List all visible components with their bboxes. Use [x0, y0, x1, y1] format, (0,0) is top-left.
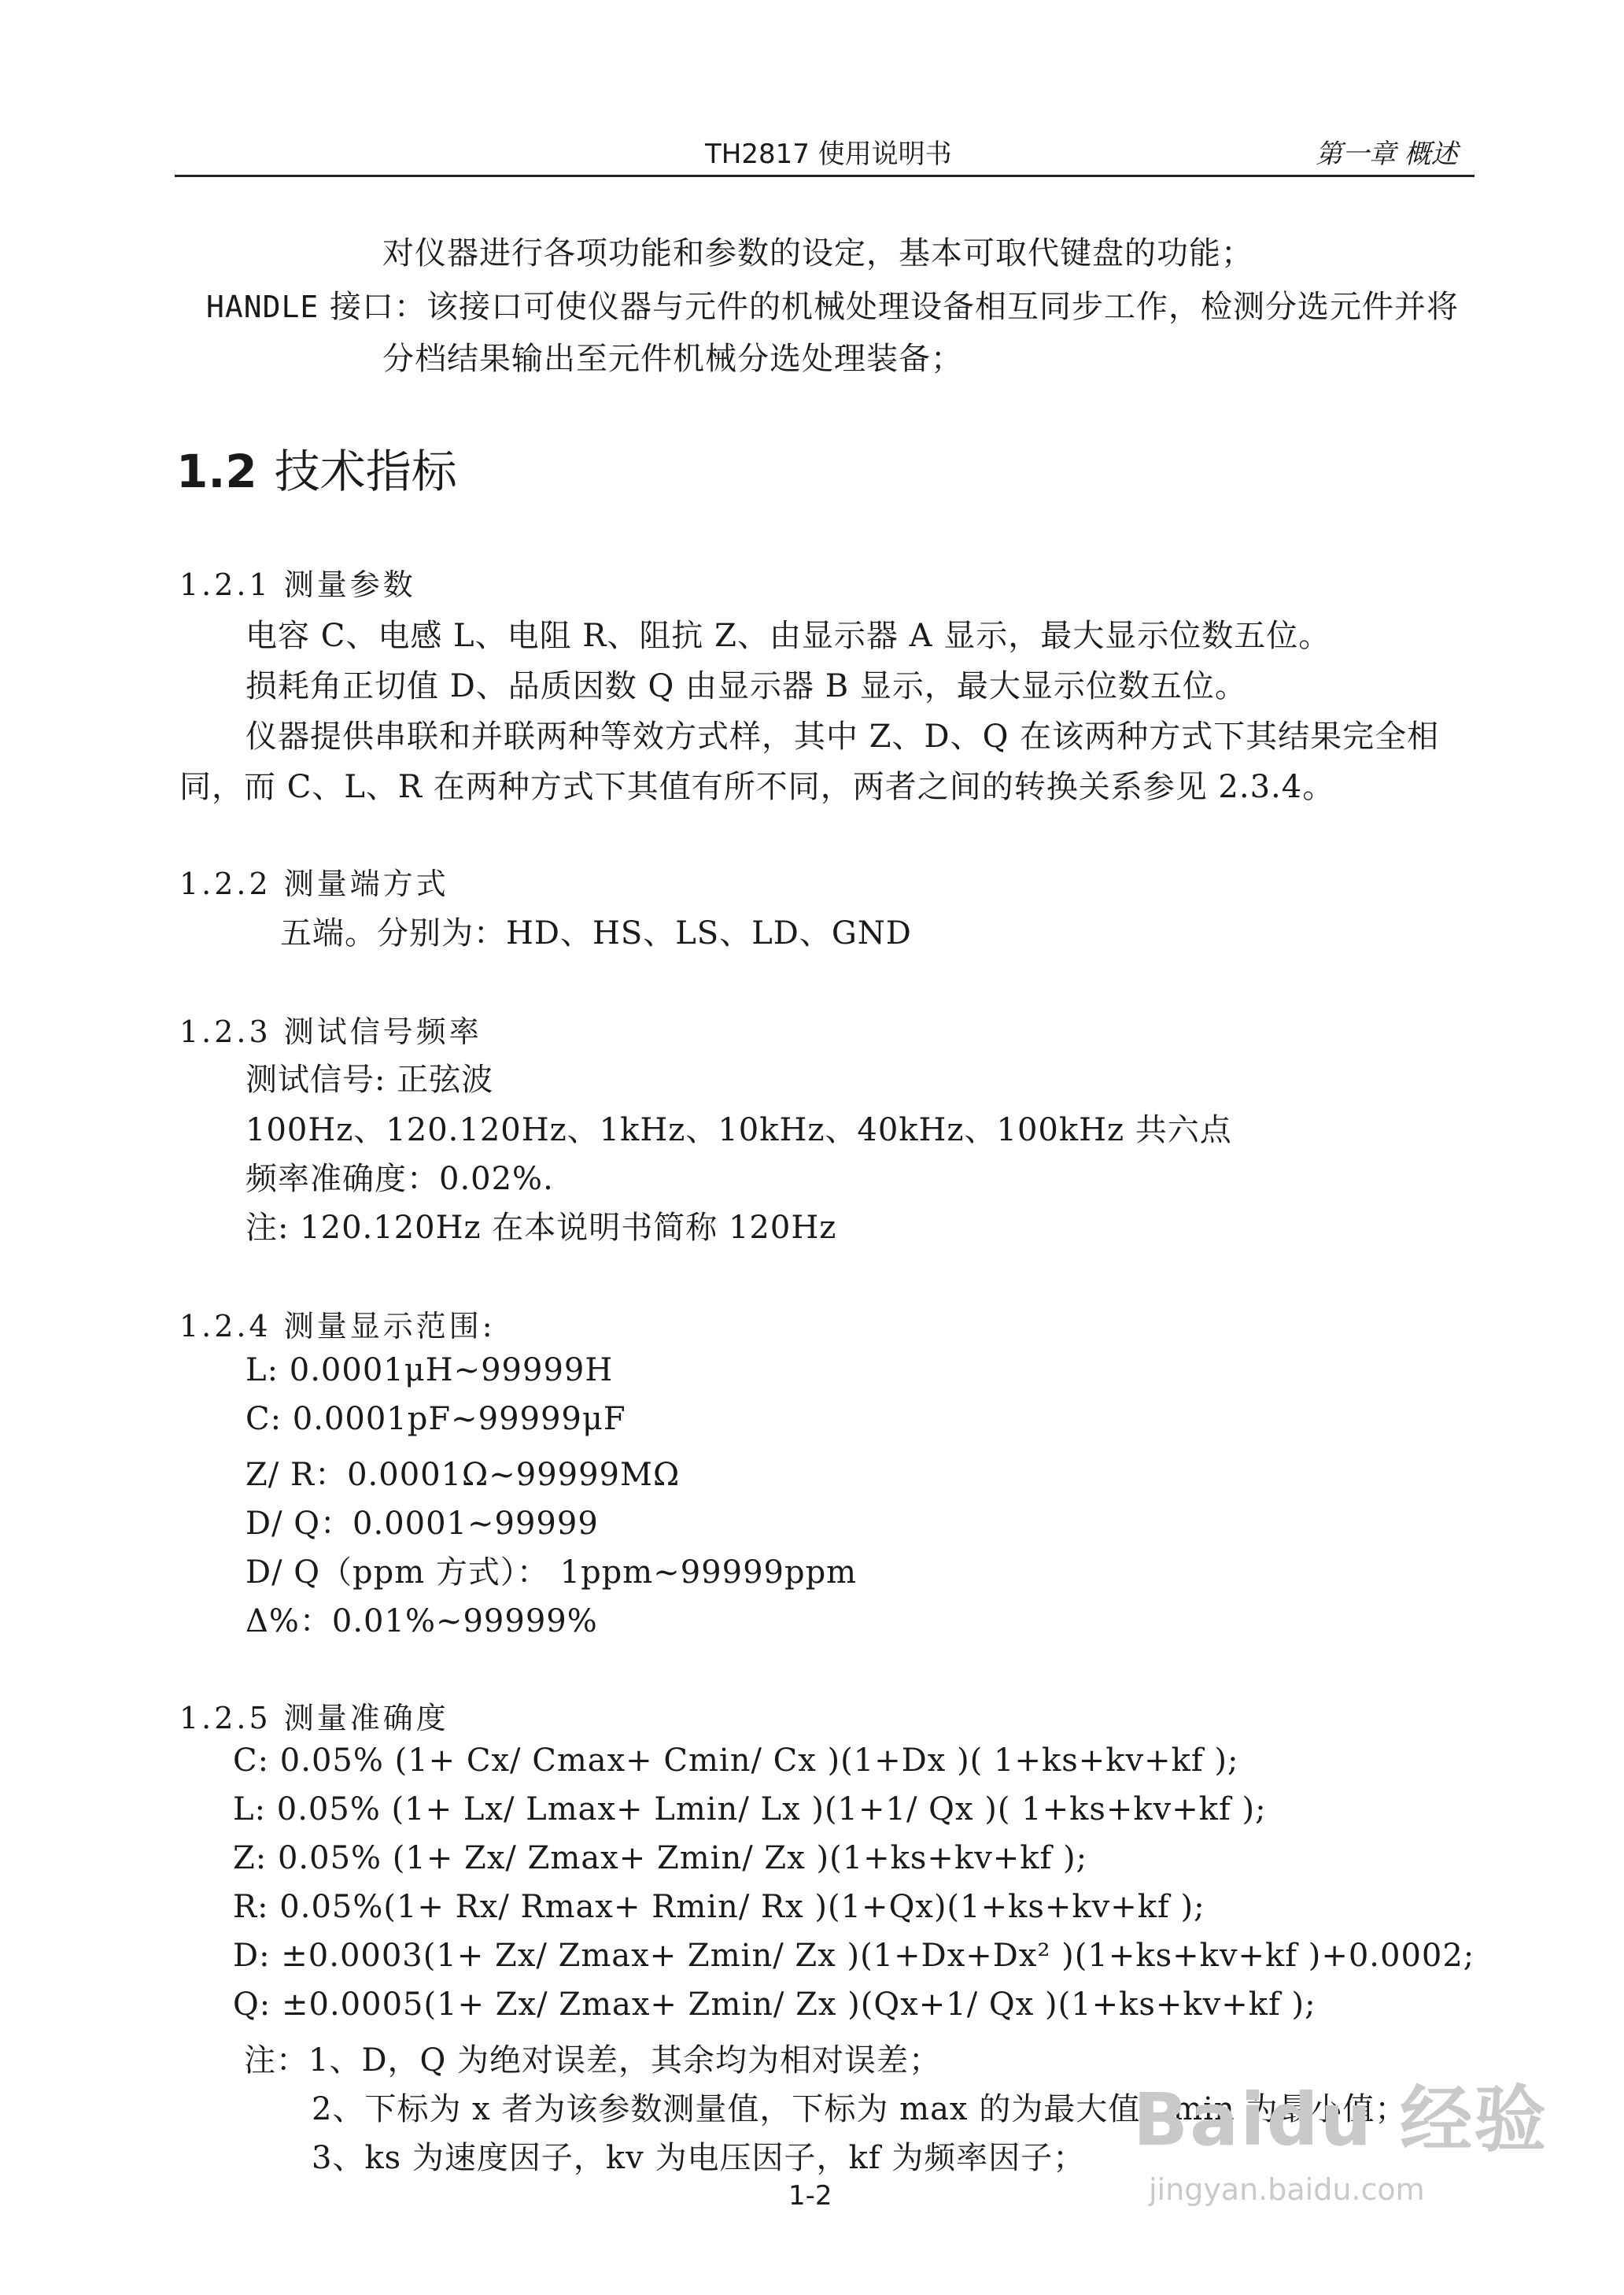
- watermark-logo: Baidu 经验: [1133, 2078, 1548, 2162]
- s124-range-C: C: 0.0001pF~99999μF: [245, 1401, 626, 1437]
- accuracy-Z: Z: 0.05% (1+ Zx/ Zmax+ Zmin/ Zx )(1+ks+kv+kf );: [233, 1840, 1088, 1876]
- s125-note-2: 2、下标为 x 者为该参数测量值，下标为 max 的为最大值，min 为最小值；: [312, 2091, 1408, 2127]
- s124-heading: 1.2.4 测量显示范围:: [179, 1309, 496, 1343]
- intro-line-1: 对仪器进行各项功能和参数的设定，基本可取代键盘的功能；: [382, 235, 1253, 272]
- s123-line-4: 注: 120.120Hz 在本说明书简称 120Hz: [245, 1210, 837, 1246]
- s121-line-2: 损耗角正切值 D、品质因数 Q 由显示器 B 显示，最大显示位数五位。: [245, 668, 1247, 704]
- header-chapter: 第一章 概述: [1316, 139, 1458, 170]
- s124-range-ppm: D/ Q（ppm 方式）： 1ppm~99999ppm: [245, 1554, 858, 1591]
- s125-note-3: 3、ks 为速度因子，kv 为电压因子，kf 为频率因子；: [312, 2140, 1086, 2176]
- section-name: 技术指标: [274, 445, 457, 498]
- s124-range-delta: Δ%：0.01%~99999%: [245, 1603, 598, 1639]
- handle-text: 接口：该接口可使仪器与元件的机械处理设备相互同步工作，检测分选元件并将: [330, 289, 1459, 325]
- handle-label: HANDLE: [206, 290, 319, 324]
- header-rule: [175, 175, 1475, 177]
- s125-heading: 1.2.5 测量准确度: [179, 1701, 449, 1735]
- s124-range-L: L: 0.0001μH~99999H: [245, 1352, 614, 1388]
- s121-line-4: 同，而 C、L、R 在两种方式下其值有所不同，两者之间的转换关系参见 2.3.4。: [179, 769, 1335, 805]
- watermark-url: jingyan.baidu.com: [1149, 2172, 1425, 2207]
- s124-range-DQ: D/ Q：0.0001~99999: [245, 1506, 599, 1542]
- s123-heading: 1.2.3 测试信号频率: [179, 1014, 482, 1049]
- s122-line: 五端。分别为：HD、HS、LS、LD、GND: [280, 915, 912, 952]
- s121-line-3: 仪器提供串联和并联两种等效方式样，其中 Z、D、Q 在该两种方式下其结果完全相: [245, 719, 1440, 755]
- accuracy-R: R: 0.05%(1+ Rx/ Rmax+ Rmin/ Rx )(1+Qx)(1+ks+kv+kf );: [233, 1889, 1205, 1925]
- s121-line-1: 电容 C、电感 L、电阻 R、阻抗 Z、由显示器 A 显示，最大显示位数五位。: [245, 618, 1331, 654]
- accuracy-L: L: 0.05% (1+ Lx/ Lmax+ Lmin/ Lx )(1+1/ Qx )( 1+ks+kv+kf );: [233, 1791, 1267, 1828]
- accuracy-Q: Q: ±0.0005(1+ Zx/ Zmax+ Zmin/ Zx )(Qx+1/ Qx )(1+ks+kv+kf );: [233, 1986, 1316, 2023]
- accuracy-C: C: 0.05% (1+ Cx/ Cmax+ Cmin/ Cx )(1+Dx )( 1+ks+kv+kf );: [233, 1743, 1239, 1779]
- baidu-watermark: [1133, 2062, 1548, 2207]
- section-title: [176, 434, 457, 501]
- s123-line-2: 100Hz、120.120Hz、1kHz、10kHz、40kHz、100kHz 共六点: [245, 1112, 1232, 1148]
- s124-range-ZR: Z/ R：0.0001Ω~99999MΩ: [245, 1457, 681, 1493]
- s125-note-1: 注：1、D，Q 为绝对误差，其余均为相对误差；: [244, 2042, 942, 2079]
- s123-line-3: 频率准确度：0.02%.: [245, 1161, 554, 1197]
- section-number: 1.2: [176, 445, 257, 498]
- s123-line-1: 测试信号: 正弦波: [245, 1062, 494, 1098]
- page-number: 1-2: [788, 2180, 832, 2212]
- s122-heading: 1.2.2 测量端方式: [179, 867, 449, 901]
- intro-line-3: 分档结果输出至元件机械分选处理装备；: [382, 341, 963, 377]
- header-title: TH2817 使用说明书: [705, 139, 952, 170]
- s121-heading: 1.2.1 测量参数: [179, 567, 416, 602]
- accuracy-D: D: ±0.0003(1+ Zx/ Zmax+ Zmin/ Zx )(1+Dx+Dx² )(1+ks+kv+kf )+0.0002;: [233, 1938, 1475, 1974]
- intro-line-2: [206, 282, 1459, 327]
